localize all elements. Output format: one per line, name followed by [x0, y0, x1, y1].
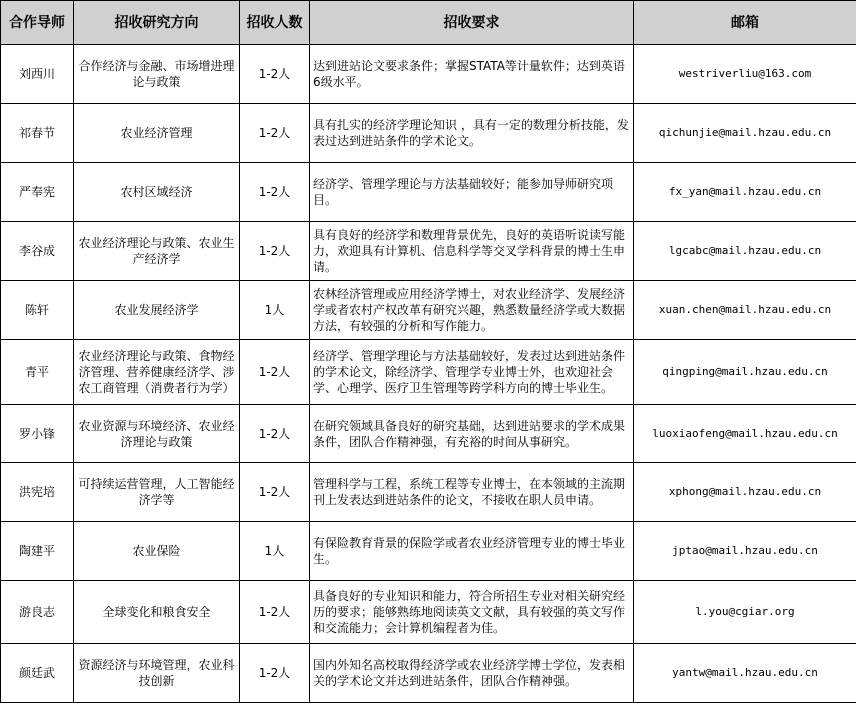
quota-cell: 1-2人: [240, 644, 310, 703]
table-row: [1, 340, 856, 405]
requirement-cell: 具有扎实的经济学理论知识 ，具有一定的数理分析技能，发表过达到进站条件的学术论文。: [310, 104, 634, 163]
direction-cell: 全球变化和粮食安全: [74, 581, 240, 644]
email-cell[interactable]: xuan.chen@mail.hzau.edu.cn: [634, 281, 856, 340]
email-cell[interactable]: yantw@mail.hzau.edu.cn: [634, 644, 856, 703]
supervisor-cell: 严奉宪: [1, 163, 74, 222]
supervisor-cell: 陈轩: [1, 281, 74, 340]
email-cell[interactable]: qingping@mail.hzau.edu.cn: [634, 340, 856, 405]
quota-cell: 1-2人: [240, 463, 310, 522]
requirement-cell: 农林经济管理或应用经济学博士，对农业经济学、发展经济学或者农村产权改革有研究兴趣，熟悉数量经济学或大数据方法，有较强的分析和写作能力。: [310, 281, 634, 340]
header-email: 邮箱: [634, 1, 856, 45]
direction-cell: 合作经济与金融、市场增进理论与政策: [74, 45, 240, 104]
table-row: [1, 644, 856, 703]
table-row: [1, 163, 856, 222]
direction-cell: 农业发展经济学: [74, 281, 240, 340]
email-cell[interactable]: jptao@mail.hzau.edu.cn: [634, 522, 856, 581]
email-cell[interactable]: qichunjie@mail.hzau.edu.cn: [634, 104, 856, 163]
quota-cell: 1-2人: [240, 340, 310, 405]
header-quota: 招收人数: [240, 1, 310, 45]
supervisor-cell: 颜廷武: [1, 644, 74, 703]
email-cell[interactable]: l.you@cgiar.org: [634, 581, 856, 644]
direction-cell: 农村区域经济: [74, 163, 240, 222]
header-row: [1, 1, 856, 45]
table-row: [1, 522, 856, 581]
header-requirement: 招收要求: [310, 1, 634, 45]
table-row: [1, 104, 856, 163]
supervisor-cell: 陶建平: [1, 522, 74, 581]
table-row: [1, 463, 856, 522]
table-row: [1, 581, 856, 644]
email-cell[interactable]: westriverliu@163.com: [634, 45, 856, 104]
quota-cell: 1人: [240, 281, 310, 340]
direction-cell: 农业经济理论与政策、食物经济管理、营养健康经济学、涉农工商管理（消费者行为学）: [74, 340, 240, 405]
direction-cell: 农业保险: [74, 522, 240, 581]
direction-cell: 农业资源与环境经济、农业经济理论与政策: [74, 405, 240, 463]
email-cell[interactable]: fx_yan@mail.hzau.edu.cn: [634, 163, 856, 222]
supervisor-cell: 罗小锋: [1, 405, 74, 463]
supervisor-cell: 祁春节: [1, 104, 74, 163]
quota-cell: 1-2人: [240, 581, 310, 644]
table-row: [1, 45, 856, 104]
quota-cell: 1人: [240, 522, 310, 581]
email-cell[interactable]: lgcabc@mail.hzau.edu.cn: [634, 222, 856, 281]
requirement-cell: 在研究领域具备良好的研究基础，达到进站要求的学术成果条件，团队合作精神强，有充裕的时间从事研究。: [310, 405, 634, 463]
direction-cell: 农业经济理论与政策、农业生产经济学: [74, 222, 240, 281]
quota-cell: 1-2人: [240, 222, 310, 281]
supervisor-cell: 青平: [1, 340, 74, 405]
table-row: [1, 281, 856, 340]
requirement-cell: 经济学、管理学理论与方法基础较好；能参加导师研究项目。: [310, 163, 634, 222]
table-row: [1, 222, 856, 281]
quota-cell: 1-2人: [240, 163, 310, 222]
direction-cell: 农业经济管理: [74, 104, 240, 163]
requirement-cell: 有保险教育背景的保险学或者农业经济管理专业的博士毕业生。: [310, 522, 634, 581]
quota-cell: 1-2人: [240, 405, 310, 463]
requirement-cell: 国内外知名高校取得经济学或农业经济学博士学位，发表相关的学术论文并达到进站条件，团队合作精神强。: [310, 644, 634, 703]
requirement-cell: 管理科学与工程，系统工程等专业博士，在本领域的主流期刊上发表达到进站条件的论文，不接收在职人员申请。: [310, 463, 634, 522]
quota-cell: 1-2人: [240, 45, 310, 104]
table-row: [1, 405, 856, 463]
header-supervisor: 合作导师: [1, 1, 74, 45]
supervisor-cell: 游良志: [1, 581, 74, 644]
supervisor-cell: 李谷成: [1, 222, 74, 281]
header-direction: 招收研究方向: [74, 1, 240, 45]
supervisor-cell: 刘西川: [1, 45, 74, 104]
direction-cell: 资源经济与环境管理，农业科技创新: [74, 644, 240, 703]
requirement-cell: 具备良好的专业知识和能力，符合所招生专业对相关研究经历的要求；能够熟练地阅读英文文献，具有较强的英文写作和交流能力；会计算机编程者为佳。: [310, 581, 634, 644]
quota-cell: 1-2人: [240, 104, 310, 163]
direction-cell: 可持续运营管理，人工智能经济学等: [74, 463, 240, 522]
email-cell[interactable]: luoxiaofeng@mail.hzau.edu.cn: [634, 405, 856, 463]
requirement-cell: 达到进站论文要求条件；掌握STATA等计量软件；达到英语6级水平。: [310, 45, 634, 104]
supervisor-cell: 洪宪培: [1, 463, 74, 522]
email-cell[interactable]: xphong@mail.hzau.edu.cn: [634, 463, 856, 522]
requirement-cell: 具有良好的经济学和数理背景优先，良好的英语听说读写能力，欢迎具有计算机、信息科学等交叉学科背景的博士生申请。: [310, 222, 634, 281]
requirement-cell: 经济学、管理学理论与方法基础较好，发表过达到进站条件的学术论文，除经济学、管理学专业博士外，也欢迎社会学、心理学、医疗卫生管理等跨学科方向的博士毕业生。: [310, 340, 634, 405]
